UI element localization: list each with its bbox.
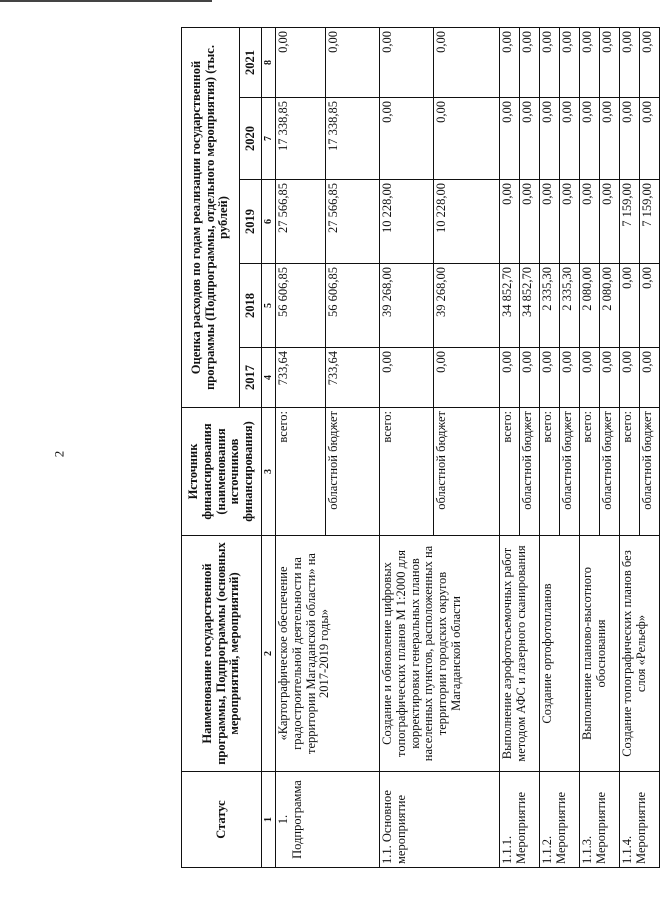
value-cell: 56 606,85 (326, 264, 380, 348)
value-cell: 0,00 (600, 180, 620, 264)
value-cell: 0,00 (276, 27, 326, 97)
header-year: 2019 (240, 180, 262, 264)
table-row (540, 27, 560, 867)
row-name: Создание топографических планов без слоя «Рельеф» (620, 536, 660, 772)
row-name: Выполнение аэрофотосъемочных работ методом АФС и лазерного сканирования (500, 536, 540, 772)
row-name: Создание и обновление цифровых топографических планов М 1:2000 для корректировки генеральных планов населенных пунктов, расположенных на территории городских округов Магаданской области (380, 536, 500, 772)
row-status: 1.1.4. Мероприятие (620, 772, 660, 868)
value-cell: 0,00 (434, 348, 500, 408)
row-name: Выполнение планово-высотного обоснования (580, 536, 620, 772)
row-source: областной бюджет (326, 408, 380, 536)
value-cell: 0,00 (380, 348, 434, 408)
value-cell: 0,00 (620, 27, 640, 97)
value-cell: 0,00 (580, 180, 600, 264)
value-cell: 0,00 (600, 27, 620, 97)
value-cell: 0,00 (540, 27, 560, 97)
value-cell: 17 338,85 (276, 98, 326, 180)
row-source: областной бюджет (640, 408, 660, 536)
header-year: 2017 (240, 348, 262, 408)
value-cell: 34 852,70 (500, 264, 520, 348)
value-cell: 0,00 (434, 27, 500, 97)
header-name: Наименование государственной программы, Подпрограммы (основных мероприятий, мероприятий) (182, 536, 262, 772)
row-name: Создание ортофотопланов (540, 536, 580, 772)
value-cell: 2 335,30 (560, 264, 580, 348)
col-number: 6 (262, 180, 276, 264)
row-source: всего: (620, 408, 640, 536)
row-status: 1.1.2. Мероприятие (540, 772, 580, 868)
row-source: областной бюджет (600, 408, 620, 536)
value-cell: 733,64 (326, 348, 380, 408)
value-cell: 10 228,00 (380, 180, 434, 264)
rotated-table-sheet (181, 28, 654, 868)
header-year: 2018 (240, 264, 262, 348)
value-cell: 56 606,85 (276, 264, 326, 348)
value-cell: 0,00 (640, 264, 660, 348)
row-source: областной бюджет (434, 408, 500, 536)
value-cell: 0,00 (520, 180, 540, 264)
header-estimate: Оценка расходов по годам реализации государственной программы (Подпрограммы, отдельного мероприятия) (тыс. рублей) (182, 27, 240, 407)
col-number: 2 (262, 536, 276, 772)
value-cell: 0,00 (600, 348, 620, 408)
row-source: всего: (380, 408, 434, 536)
value-cell: 0,00 (380, 27, 434, 97)
value-cell: 0,00 (520, 27, 540, 97)
value-cell: 0,00 (580, 27, 600, 97)
row-status: 1. Подпрограмма (276, 772, 380, 868)
table-row (500, 27, 520, 867)
value-cell: 39 268,00 (434, 264, 500, 348)
budget-table (181, 27, 660, 868)
col-number: 4 (262, 348, 276, 408)
value-cell: 0,00 (540, 348, 560, 408)
value-cell: 0,00 (580, 348, 600, 408)
value-cell: 0,00 (500, 98, 520, 180)
value-cell: 0,00 (500, 27, 520, 97)
value-cell: 0,00 (500, 180, 520, 264)
table-row (276, 27, 326, 867)
value-cell: 27 566,85 (276, 180, 326, 264)
row-source: всего: (500, 408, 520, 536)
col-number: 7 (262, 98, 276, 180)
row-source: всего: (276, 408, 326, 536)
value-cell: 0,00 (560, 348, 580, 408)
value-cell: 0,00 (640, 348, 660, 408)
row-name: «Картографическое обеспечение градостроительной деятельности на территории Магаданской области» на 2017-2019 годы» (276, 536, 380, 772)
header-year: 2021 (240, 27, 262, 97)
value-cell: 0,00 (580, 98, 600, 180)
value-cell: 0,00 (560, 180, 580, 264)
value-cell: 0,00 (560, 98, 580, 180)
page-number: 2 (51, 450, 67, 458)
col-number: 3 (262, 408, 276, 536)
table-row (620, 27, 640, 867)
header-year: 2020 (240, 98, 262, 180)
value-cell: 0,00 (500, 348, 520, 408)
row-status: 1.1. Основное мероприятие (380, 772, 500, 868)
header-source: Источник финансирования (наименования источников финансирования) (182, 408, 262, 536)
row-source: всего: (580, 408, 600, 536)
col-number: 1 (262, 772, 276, 868)
value-cell: 733,64 (276, 348, 326, 408)
value-cell: 0,00 (380, 98, 434, 180)
value-cell: 0,00 (600, 98, 620, 180)
col-number: 5 (262, 264, 276, 348)
row-status: 1.1.3. Мероприятие (580, 772, 620, 868)
value-cell: 0,00 (560, 27, 580, 97)
top-rule (0, 0, 212, 2)
value-cell: 0,00 (620, 98, 640, 180)
value-cell: 27 566,85 (326, 180, 380, 264)
value-cell: 17 338,85 (326, 98, 380, 180)
value-cell: 0,00 (520, 98, 540, 180)
value-cell: 2 080,00 (600, 264, 620, 348)
value-cell: 0,00 (620, 264, 640, 348)
value-cell: 0,00 (434, 98, 500, 180)
value-cell: 0,00 (620, 348, 640, 408)
value-cell: 0,00 (540, 180, 560, 264)
row-source: областной бюджет (520, 408, 540, 536)
row-status: 1.1.1. Мероприятие (500, 772, 540, 868)
row-source: областной бюджет (560, 408, 580, 536)
value-cell: 2 080,00 (580, 264, 600, 348)
value-cell: 0,00 (540, 98, 560, 180)
value-cell: 0,00 (640, 98, 660, 180)
value-cell: 39 268,00 (380, 264, 434, 348)
value-cell: 10 228,00 (434, 180, 500, 264)
value-cell: 34 852,70 (520, 264, 540, 348)
table-row (580, 27, 600, 867)
row-source: всего: (540, 408, 560, 536)
value-cell: 2 335,30 (540, 264, 560, 348)
value-cell: 0,00 (640, 27, 660, 97)
header-status: Статус (182, 772, 262, 868)
value-cell: 7 159,00 (640, 180, 660, 264)
value-cell: 7 159,00 (620, 180, 640, 264)
value-cell: 0,00 (520, 348, 540, 408)
col-number: 8 (262, 27, 276, 97)
table-row (380, 27, 434, 867)
value-cell: 0,00 (326, 27, 380, 97)
